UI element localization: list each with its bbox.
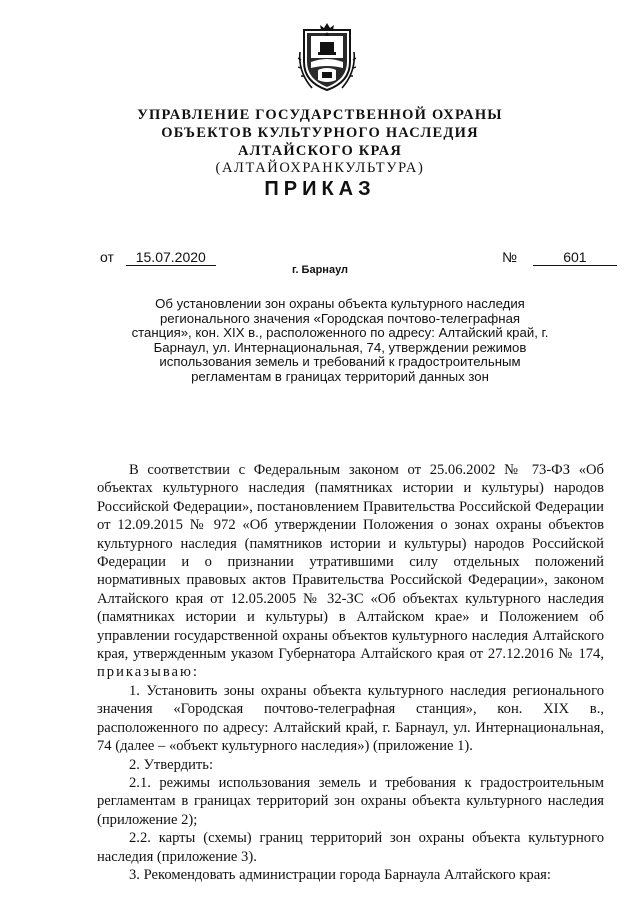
date-value: 15.07.2020 xyxy=(126,249,216,266)
list-item: 1. Установить зоны охраны объекта культурного наследия регионального значения «Городская почтово-телеграфная станция», кон. XIX в., расположенного по адресу: Алтайский край, г. Барнаул, ул. Интернациональная, 74 (далее – «объект культурного наследия») (приложение 1). xyxy=(97,682,604,755)
list-item: 3. Рекомендовать администрации города Барнаула Алтайского края: xyxy=(129,866,551,883)
document-subject: Об установлении зон охраны объекта культурного наследия регионального значения «Городская почтово-телеграфная станция», кон. XIX в., расположенного по адресу: Алтайский край, г. Барнаул, ул. Интернациональная, 74, утверждении режимов использования земель и требований к градостроительным регламентам в границах территорий данных зон xyxy=(131,296,549,384)
city-label: г. Барнаул xyxy=(291,264,349,276)
org-name-line-1: УПРАВЛЕНИЕ ГОСУДАРСТВЕННОЙ ОХРАНЫ xyxy=(137,107,503,123)
list-item: 2.2. карты (схемы) границ территорий зон охраны объекта культурного наследия (приложение 3). xyxy=(97,830,604,865)
order-word: приказываю: xyxy=(97,664,199,681)
date-prefix: от xyxy=(100,249,114,265)
document-body xyxy=(97,461,604,884)
intro-paragraph xyxy=(97,461,604,682)
coat-of-arms-emblem xyxy=(298,22,356,94)
intro-text: В соответствии с Федеральным законом от 25.06.2002 № 73-ФЗ «Об объектах культурного наследия (памятниках истории и культуры) народов Российской Федерации», постановлением Правительства Российской Федерации от 12.09.2015 № 972 «Об утверждении Положения о зонах охраны объектов культурного наследия (памятников истории и культуры) народов Российской Федерации и о признании утратившими силу отдельных положений нормативных правовых актов Правительства Российской Федерации», законом Алтайского края от 12.05.2005 № 32-ЗС «Об объектах культурного наследия (памятниках истории и культуры) в Алтайском крае» и Положением об управлении государственной охраны объектов культурного наследия Алтайского края, утвержденным указом Губернатора Алтайского края от 27.12.2016 № 174, xyxy=(97,462,604,663)
number-value: 601 xyxy=(533,249,617,266)
list-item: 2. Утвердить: xyxy=(129,756,214,773)
document-type-title: ПРИКАЗ xyxy=(264,178,376,200)
org-name-line-3: АЛТАЙСКОГО КРАЯ xyxy=(237,143,403,159)
list-item: 2.1. режимы использования земель и требования к градостроительным регламентам в границах территорий зон охраны объекта культурного наследия (приложение 2); xyxy=(97,774,604,828)
org-short-name: (АЛТАЙОХРАНКУЛЬТУРА) xyxy=(215,160,425,176)
org-name-line-2: ОБЪЕКТОВ КУЛЬТУРНОГО НАСЛЕДИЯ xyxy=(161,125,479,141)
number-prefix: № xyxy=(502,249,518,265)
